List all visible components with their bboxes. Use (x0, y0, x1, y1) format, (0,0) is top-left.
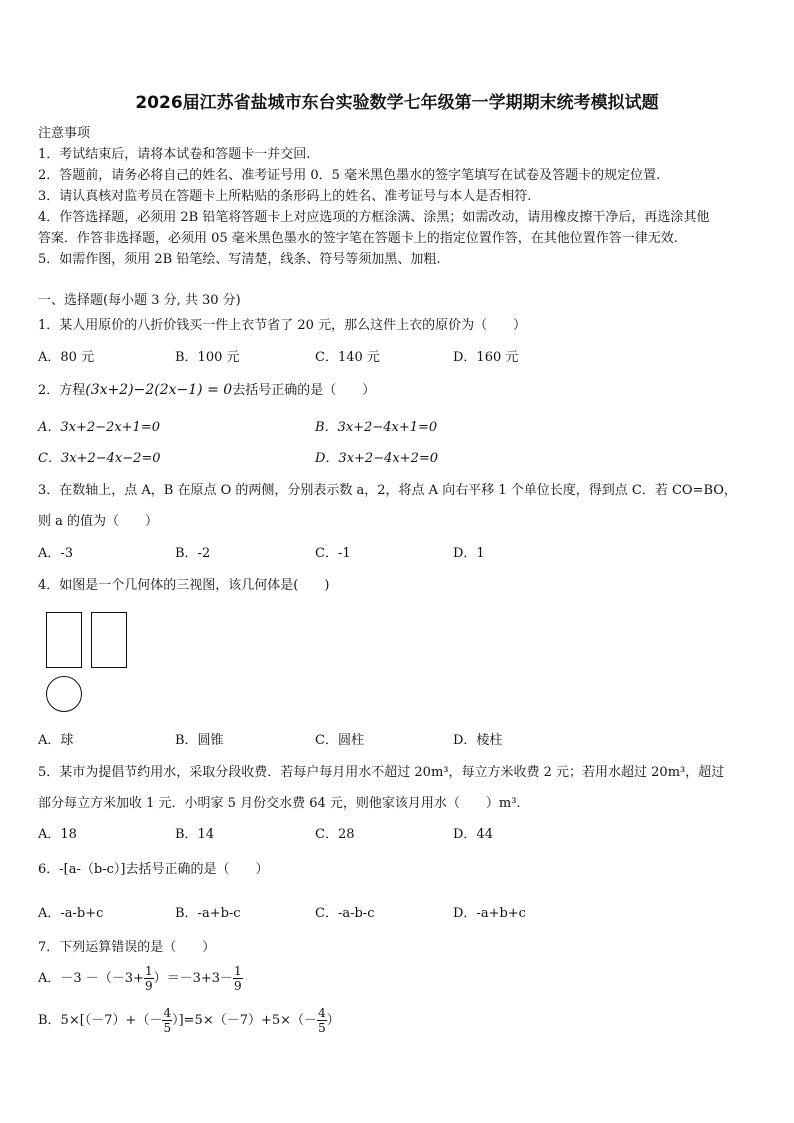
q4-option-b: B．圆锥 (175, 733, 224, 748)
page-title: 2026届江苏省盐城市东台实验数学七年级第一学期期末统考模拟试题 (135, 93, 659, 113)
q2-equation: (3x+2)−2(2x−1) = 0 (85, 382, 233, 398)
question-7-stem: 7．下列运算错误的是（ ） (38, 940, 216, 955)
fraction: $\frac{4}{5}$ (163, 1006, 172, 1035)
section-heading: 一、选择题(每小题 3 分, 共 30 分) (38, 293, 241, 308)
q4-option-a: A．球 (38, 733, 74, 748)
question-1-stem: 1．某人用原价的八折价钱买一件上衣节省了 20 元，那么这件上衣的原价为（ ） (38, 318, 527, 333)
notice-item-2: 2．答题前，请务必将自己的姓名、准考证号用 0．5 毫米黑色墨水的签字笔填写在试卷及答题卡的规定位置. (38, 168, 661, 183)
q6-option-a: A．-a-b+c (38, 906, 104, 921)
q5-option-a: A．18 (38, 827, 77, 842)
q3-option-b: B．-2 (175, 546, 211, 561)
q1-option-c: C．140 元 (315, 350, 380, 365)
q1-option-d: D．160 元 (453, 350, 519, 365)
notice-item-4: 4．作答选择题，必须用 2B 铅笔将答题卡上对应选项的方框涂满、涂黑；如需改动，请用橡皮擦干净后，再选涂其他 (38, 210, 710, 225)
q4-option-d: D．棱柱 (453, 733, 503, 748)
q2-option-d: D．3x+2−4x+2=0 (315, 451, 439, 466)
q6-option-d: D．-a+b+c (453, 906, 526, 921)
q2-option-a: A．3x+2−2x+1=0 (38, 420, 160, 435)
q2-option-c: C．3x+2−4x−2=0 (38, 451, 161, 466)
q5-option-d: D．44 (453, 827, 493, 842)
question-5-stem-1: 5．某市为提倡节约用水，采取分段收费．若每户每月用水不超过 20m³，每立方米收费 2 元；若用水超过 20m³，超过 (38, 765, 725, 780)
q2-prefix: 2．方程 (38, 383, 86, 398)
question-5-stem-2: 部分每立方米加收 1 元．小明家 5 月份交水费 64 元，则他家该月用水（ ）m³. (38, 796, 521, 811)
q5-option-c: C．28 (315, 827, 355, 842)
q1-option-b: B．100 元 (175, 350, 240, 365)
front-view-rectangle (46, 612, 82, 668)
notice-heading: 注意事项 (38, 126, 91, 141)
q2-suffix: 去括号正确的是（ ） (232, 383, 376, 398)
q5-option-b: B．14 (175, 827, 215, 842)
question-3-stem-1: 3．在数轴上，点 A，B 在原点 O 的两侧，分别表示数 a，2，将点 A 向右平移 1 个单位长度，得到点 C．若 CO=BO， (38, 483, 737, 498)
q3-option-d: D．1 (453, 546, 485, 561)
q6-option-c: C．-a-b-c (315, 906, 375, 921)
q2-option-b: B．3x+2−4x+1=0 (315, 420, 438, 435)
q7-option-a: A．－3 －（－3+ $\frac{1}{9}$ ）＝－3+3－ $\frac{1}{9}$ (38, 964, 242, 993)
question-6-stem: 6．-[a-（b-c）]去括号正确的是（ ） (38, 862, 269, 877)
q3-option-c: C．-1 (315, 546, 351, 561)
question-4-stem: 4．如图是一个几何体的三视图，该几何体是( ) (38, 578, 330, 593)
fraction: $\frac{1}{9}$ (144, 964, 153, 993)
q4-option-c: C．圆柱 (315, 733, 364, 748)
question-3-stem-2: 则 a 的值为（ ） (38, 514, 159, 529)
q3-option-a: A．-3 (38, 546, 74, 561)
notice-item-3: 3．请认真核对监考员在答题卡上所粘贴的条形码上的姓名、准考证号与本人是否相符. (38, 189, 532, 204)
notice-item-5: 5．如需作图，须用 2B 铅笔绘、写清楚，线条、符号等须加黑、加粗. (38, 252, 441, 267)
q7-option-b: B．5×[（－7）+（－ $\frac{4}{5}$ ）]=5×（－7）+5×（－ $\frac{4}{5}$ ） (38, 1006, 340, 1035)
q6-option-b: B．-a+b-c (175, 906, 241, 921)
question-2-stem (38, 379, 375, 398)
notice-item-1: 1．考试结束后，请将本试卷和答题卡一并交回. (38, 147, 311, 162)
fraction: $\frac{4}{5}$ (318, 1006, 326, 1035)
notice-item-4-cont: 答案．作答非选择题，必须用 05 毫米黑色墨水的签字笔在答题卡上的指定位置作答，在其他位置作答一律无效. (38, 231, 678, 246)
fraction: $\frac{1}{9}$ (234, 964, 242, 993)
q1-option-a: A．80 元 (38, 350, 95, 365)
side-view-rectangle (91, 612, 127, 668)
top-view-circle (46, 676, 82, 712)
